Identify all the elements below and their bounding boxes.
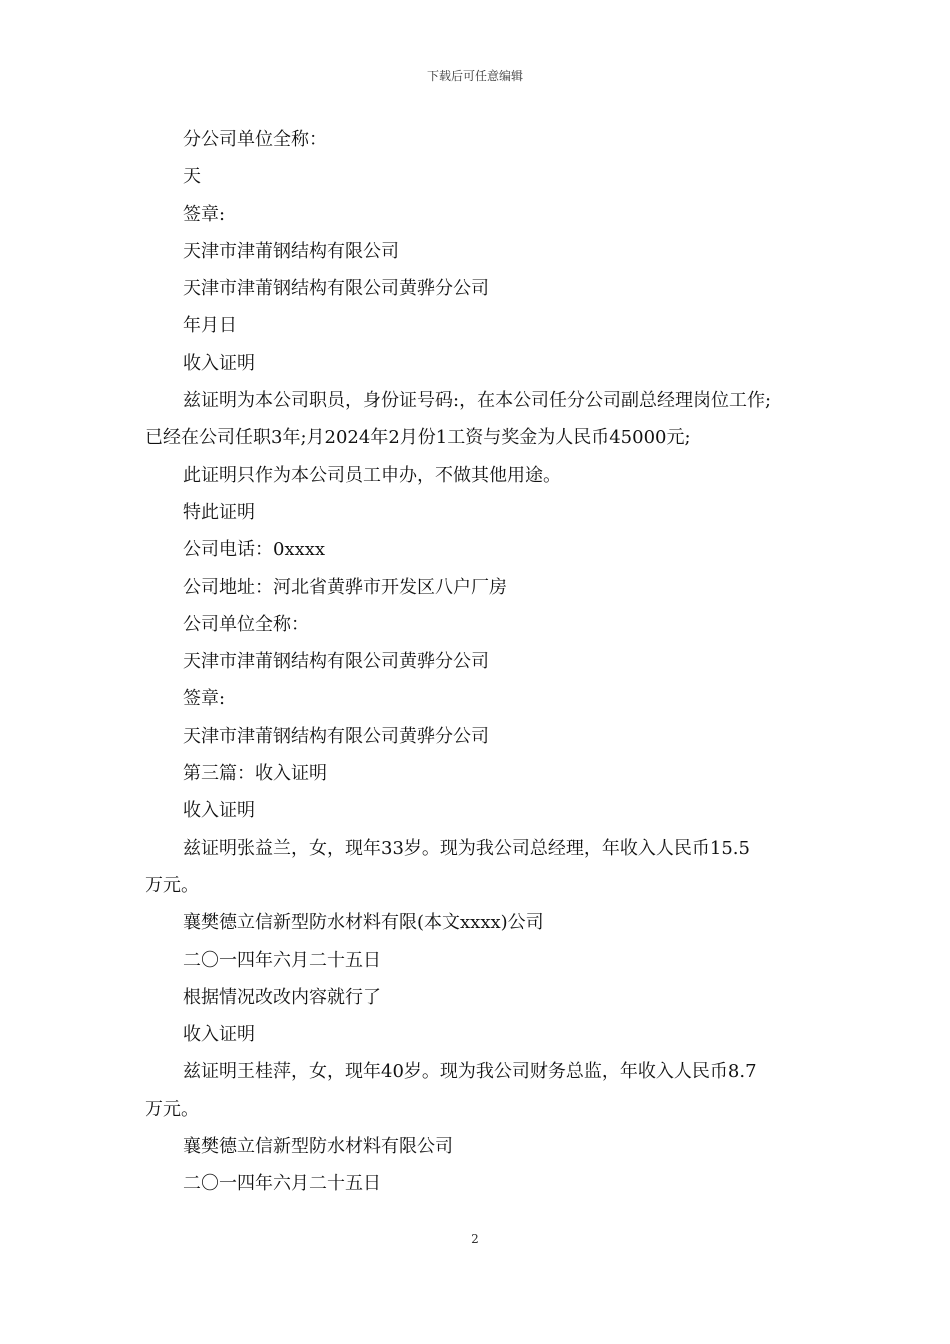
date-line: 二〇一四年六月二十五日 xyxy=(183,1173,381,1195)
section-heading: 第三篇：收入证明 xyxy=(183,763,327,785)
text-line: 襄樊德立信新型防水材料有限公司 xyxy=(183,1136,453,1158)
section-title: 收入证明 xyxy=(183,800,255,822)
section-title: 收入证明 xyxy=(183,352,255,374)
company-phone: 公司电话：0xxxx xyxy=(183,539,326,561)
text-line: 天津市津莆钢结构有限公司黄骅分公司 xyxy=(183,278,489,300)
text-line-continuation: 已经在公司任职3年;月2024年2月份1工资与奖金为人民币45000元; xyxy=(145,427,691,449)
text-line-continuation: 万元。 xyxy=(145,1098,199,1120)
company-address: 公司地址：河北省黄骅市开发区八户厂房 xyxy=(183,576,507,598)
text-line: 襄樊德立信新型防水材料有限(本文xxxx)公司 xyxy=(183,912,544,934)
text-line: 天津市津莆钢结构有限公司黄骅分公司 xyxy=(183,725,489,747)
page-header: 下载后可任意编辑 xyxy=(426,69,523,83)
text-line: 天 xyxy=(183,166,201,188)
page-number: 2 xyxy=(471,1232,479,1246)
text-line: 分公司单位全称： xyxy=(183,129,327,150)
text-line: 年月日 xyxy=(183,315,237,337)
document-body xyxy=(145,121,815,1203)
text-line: 签章: xyxy=(183,688,226,710)
text-line-continuation: 万元。 xyxy=(145,874,199,896)
text-line: 兹证明张益兰，女，现年33岁。现为我公司总经理，年收入人民币15.5 xyxy=(183,837,750,859)
text-line: 公司单位全称： xyxy=(183,613,309,635)
date-line: 二〇一四年六月二十五日 xyxy=(183,949,381,971)
text-line: 天津市津莆钢结构有限公司 xyxy=(183,240,399,262)
text-line: 兹证明王桂萍，女，现年40岁。现为我公司财务总监，年收入人民币8.7 xyxy=(183,1061,757,1083)
text-line: 兹证明为本公司职员，身份证号码:，在本公司任分公司副总经理岗位工作; xyxy=(183,390,772,412)
text-line: 特此证明 xyxy=(183,501,255,523)
text-line: 此证明只作为本公司员工申办，不做其他用途。 xyxy=(183,464,561,486)
section-title: 收入证明 xyxy=(183,1024,255,1046)
text-line: 天津市津莆钢结构有限公司黄骅分公司 xyxy=(183,651,489,673)
text-line: 签章: xyxy=(183,203,226,225)
text-line: 根据情况改改内容就行了 xyxy=(183,986,381,1008)
